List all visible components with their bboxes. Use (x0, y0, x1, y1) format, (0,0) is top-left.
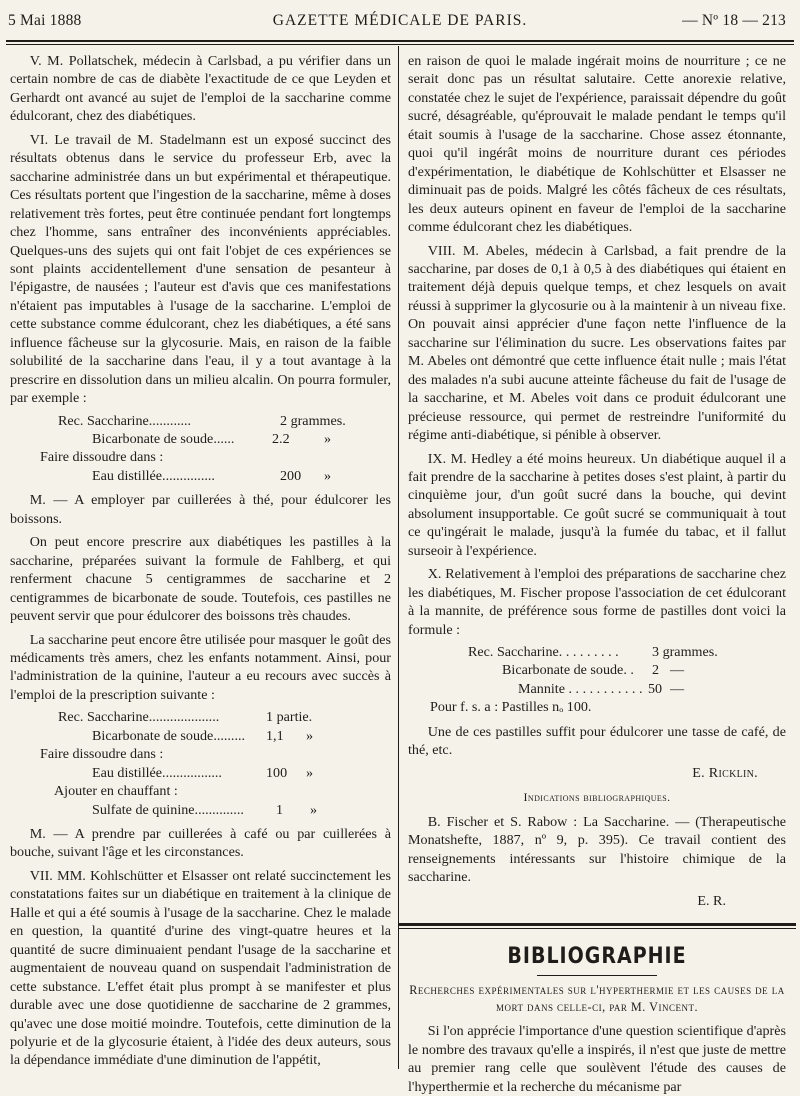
formula-2 (10, 708, 391, 819)
section-title-rule (537, 975, 657, 976)
formula-1-water-qty: 200 (280, 467, 302, 484)
formula-2-dissolve: Faire dissoudre dans : (40, 746, 164, 763)
formula-3-bicarbonate-qty: 2 (652, 662, 660, 679)
paragraph-v: V. M. Pollatschek, médecin à Carlsbad, a pu vérifier dans un certain nombre de cas de diabète l'exactitude de ce que Leyden et Gerhardt ont avancé au sujet de l'emploi de la saccharine comme édulcorant, chez des diabétiques. (10, 53, 391, 125)
signature-initials: E. R. (697, 893, 726, 910)
paragraph-x: X. Relativement à l'emploi des préparations de saccharine chez les diabétiques, M. Fischer propose l'association de cet édulcorant à la mannite, de préférence sous forme de pastilles dont voici la formule : (408, 566, 786, 638)
formula-3-mannite-qty: 50 (648, 680, 663, 697)
paragraph-m1: M. — A employer par cuillerées à thé, pour édulcorer les boissons. (10, 492, 391, 527)
formula-1-water-unit: » (324, 467, 332, 484)
formula-3-pastilles: Pour f. s. a : Pastilles nₒ 100. (430, 699, 592, 716)
paragraph-viii: VIII. M. Abeles, médecin à Carlsbad, a fait prendre de la saccharine, par doses de 0,1 à 0,5 à des diabétiques qui étaient en traitement déjà depuis quelque temps, et chez lesquels on avait réussi à supprimer la glycosurie ou à la maintenir à un niveau fixe. On pouvait ainsi apprécier d'une façon nette l'influence de la saccharine sur l'élimination du sucre. Les observations faites par M. Abeles ont démontré que cette influence était nulle ; mais l'état des malades n'a subi aucune atteinte fâcheuse du fait de l'usage de la saccharine, et M. Abeles voit dans ce produit édulcorant une précieuse ressource, qui permet de restreindre l'uniformité du régime anti-diabétique, si pénible à observer. (408, 242, 786, 444)
formula-1-dissolve: Faire dissoudre dans : (40, 449, 164, 466)
formula-3-rec: Rec. Saccharine. . . . . . . . . (468, 644, 619, 661)
header-rule (6, 40, 794, 42)
formula-3-bicarbonate: Bicarbonate de soude. . (502, 662, 634, 679)
formula-2-heat: Ajouter en chauffant : (54, 783, 178, 800)
formula-2-water-unit: » (306, 764, 314, 781)
paragraph-pastilles: On peut encore prescrire aux diabétiques les pastilles à la saccharine, préparées suivant la formule de Fahlberg, et qui renferment chacune 5 centigrammes de saccharine et 2 centigrammes de bicarbonate de soude. Toutefois, ces pastilles ne peuvent servir que pour édulcorer des boissons très chaudes. (10, 534, 391, 625)
formula-3-mannite-unit: — (670, 680, 685, 697)
formula-2-rec-qty: 1 partie. (266, 709, 313, 726)
formula-1-bicarbonate-qty: 2.2 (272, 431, 290, 448)
research-title: Recherches expérimentales sur l'hyperthermie et les causes de la mort dans celle-ci, par M. Vincent. (409, 983, 785, 1015)
formula-3-rec-qty: 3 grammes. (652, 644, 718, 661)
formula-2-water: Eau distillée................. (92, 764, 222, 781)
header-title: GAZETTE MÉDICALE DE PARIS. (272, 12, 528, 29)
formula-3-mannite: Mannite . . . . . . . . . . . (518, 680, 643, 697)
section-rule-thin (398, 928, 796, 929)
formula-3 (408, 643, 786, 717)
paragraph-bibliography: B. Fischer et S. Rabow : La Saccharine. — (Therapeutische Monatshefte, 1887, nº 9, p. 395). Ce travail contient des renseignements intéressants sur l'histoire chimique de la saccharine. (408, 813, 786, 885)
paragraph-ix: IX. M. Hedley a été moins heureux. Un diabétique auquel il a fait prendre de la saccharine à petites doses s'est plaint, à partir du cinquième jour, d'un goût sucré dans la bouche, qui devint absolument insupportable. Ce goût sucré se communiquait à tout ce qu'ingérait le malade, jusqu'à la fumée du tabac, et il fallut surseoir à l'expérience. (408, 450, 786, 559)
formula-1-bicarbonate-unit: » (324, 431, 332, 448)
paragraph-m2: M. — A prendre par cuillerées à café ou par cuillerées à bouche, suivant l'âge et les circonstances. (10, 825, 391, 861)
paragraph-vii: VII. MM. Kohlschütter et Elsasser ont relaté succinctement les constatations faites sur un diabétique en traitement à la clinique de Halle et qui a été soumis à l'usage de la saccharine. Chez le malade en question, la quantité d'urine des vingt-quatre heures et la quantité de sucre diminuaient pendant l'usage de la saccharine et augmentaient de nouveau quand on suspendait l'administration de cette substance. L'effet était plus prompt à se manifester et plus durable avec une dose quotidienne de saccharine de 2 grammes, qu'avec une dose moitié moindre. Toutefois, cette diminution de la polyurie et de la glycosurie étaient, à l'idée des deux auteurs, sous la dépendance immédiate d'une diminution de l'appétit, (10, 867, 391, 1069)
paragraph-vi: VI. Le travail de M. Stadelmann est un exposé succinct des résultats obtenus dans le service du professeur Erb, avec la saccharine administrée dans un but expérimental et thérapeutique. Ces résultats portent que l'ingestion de la saccharine, même à doses relativement très fortes, peut être continuée pendant fort longtemps chez l'homme, sans entraîner des inconvénients appréciables. Quelques-uns des sujets qui ont fait l'objet de ces expériences se sont plaints accidentellement d'une sensation de pesanteur à l'épigastre, de nausées ; l'auteur est d'avis que ces manifestations n'étaient pas imputables à l'usage de la saccharine. L'emploi de cette substance comme édulcorant, chez les diabétiques, a été sans influence fâcheuse sur la glycosurie. Mais, en raison de la faible solubilité de la saccharine dans l'eau, il y a tout avantage à la prescrire en dissolution dans un milieu alcalin. On pourra formuler, par exemple : (10, 131, 391, 407)
column-divider (398, 46, 399, 1069)
formula-2-bicarbonate-unit: » (306, 727, 314, 744)
header-date: 5 Mai 1888 (8, 12, 82, 29)
formula-2-bicarbonate: Bicarbonate de soude......... (92, 727, 246, 744)
bibliography-heading: Indications bibliographiques. (523, 790, 671, 805)
formula-2-bicarbonate-qty: 1,1 (266, 727, 284, 744)
formula-1-rec-qty: 2 grammes. (280, 412, 346, 429)
formula-2-quinine: Sulfate de quinine.............. (92, 801, 244, 818)
page-header (8, 10, 792, 36)
formula-2-water-qty: 100 (266, 764, 288, 781)
formula-1-bicarbonate: Bicarbonate de soude...... (92, 431, 235, 448)
left-column (10, 52, 391, 1069)
formula-3-bicarbonate-unit: — (670, 662, 685, 679)
header-rule-thin (6, 44, 794, 45)
paragraph-vii-continued: en raison de quoi le malade ingérait moins de nourriture ; ce ne serait donc pas un résultat salutaire. Cette anorexie relative, constatée chez le sujet de l'expérience, paraissait dépendre du goût sucré, désagréable, qu'éprouvait le malade pendant le temps qu'il était soumis à l'usage de la saccharine. Chose assez étonnante, quoi qu'il ingérât moins de nourriture durant ces périodes d'expérimentation, le diabétique de Kohlschütter et Elsasser ne diminuait pas de poids. Malgré les côtés fâcheux de ces résultats, les deux auteurs opinent en faveur de l'emploi de la saccharine comme édulcorant chez les diabétiques. (408, 53, 786, 236)
header-page-number: — Nº 18 — 213 (682, 12, 786, 29)
paragraph-masquer: La saccharine peut encore être utilisée pour masquer le goût des médicaments très amers, chez les enfants notamment. Ainsi, pour l'administration de la quinine, l'auteur a eu recours avec succès à l'emploi de la prescription suivante : (10, 631, 391, 703)
formula-2-quinine-qty: 1 (276, 801, 284, 818)
signature-ricklin: E. Ricklin. (692, 764, 758, 781)
formula-1-water: Eau distillée............... (92, 467, 215, 484)
paragraph-une-pastille: Une de ces pastilles suffit pour édulcorer une tasse de café, de thé, etc. (408, 723, 786, 759)
formula-2-quinine-unit: » (310, 801, 318, 818)
section-title: BIBLIOGRAPHIE (507, 943, 687, 969)
right-column (408, 52, 786, 1095)
formula-2-rec: Rec. Saccharine.................... (58, 709, 220, 726)
formula-1-rec: Rec. Saccharine............ (58, 412, 192, 429)
paragraph-review: Si l'on apprécie l'importance d'une question scientifique d'après le nombre des travaux qu'elle a inspirés, il n'est que juste de mettre au premier rang celle que soulèvent l'étude des causes de l'hyperthermie et la recherche du mécanisme par (408, 1023, 786, 1095)
formula-1 (10, 412, 391, 486)
section-rule-thick (398, 923, 796, 926)
